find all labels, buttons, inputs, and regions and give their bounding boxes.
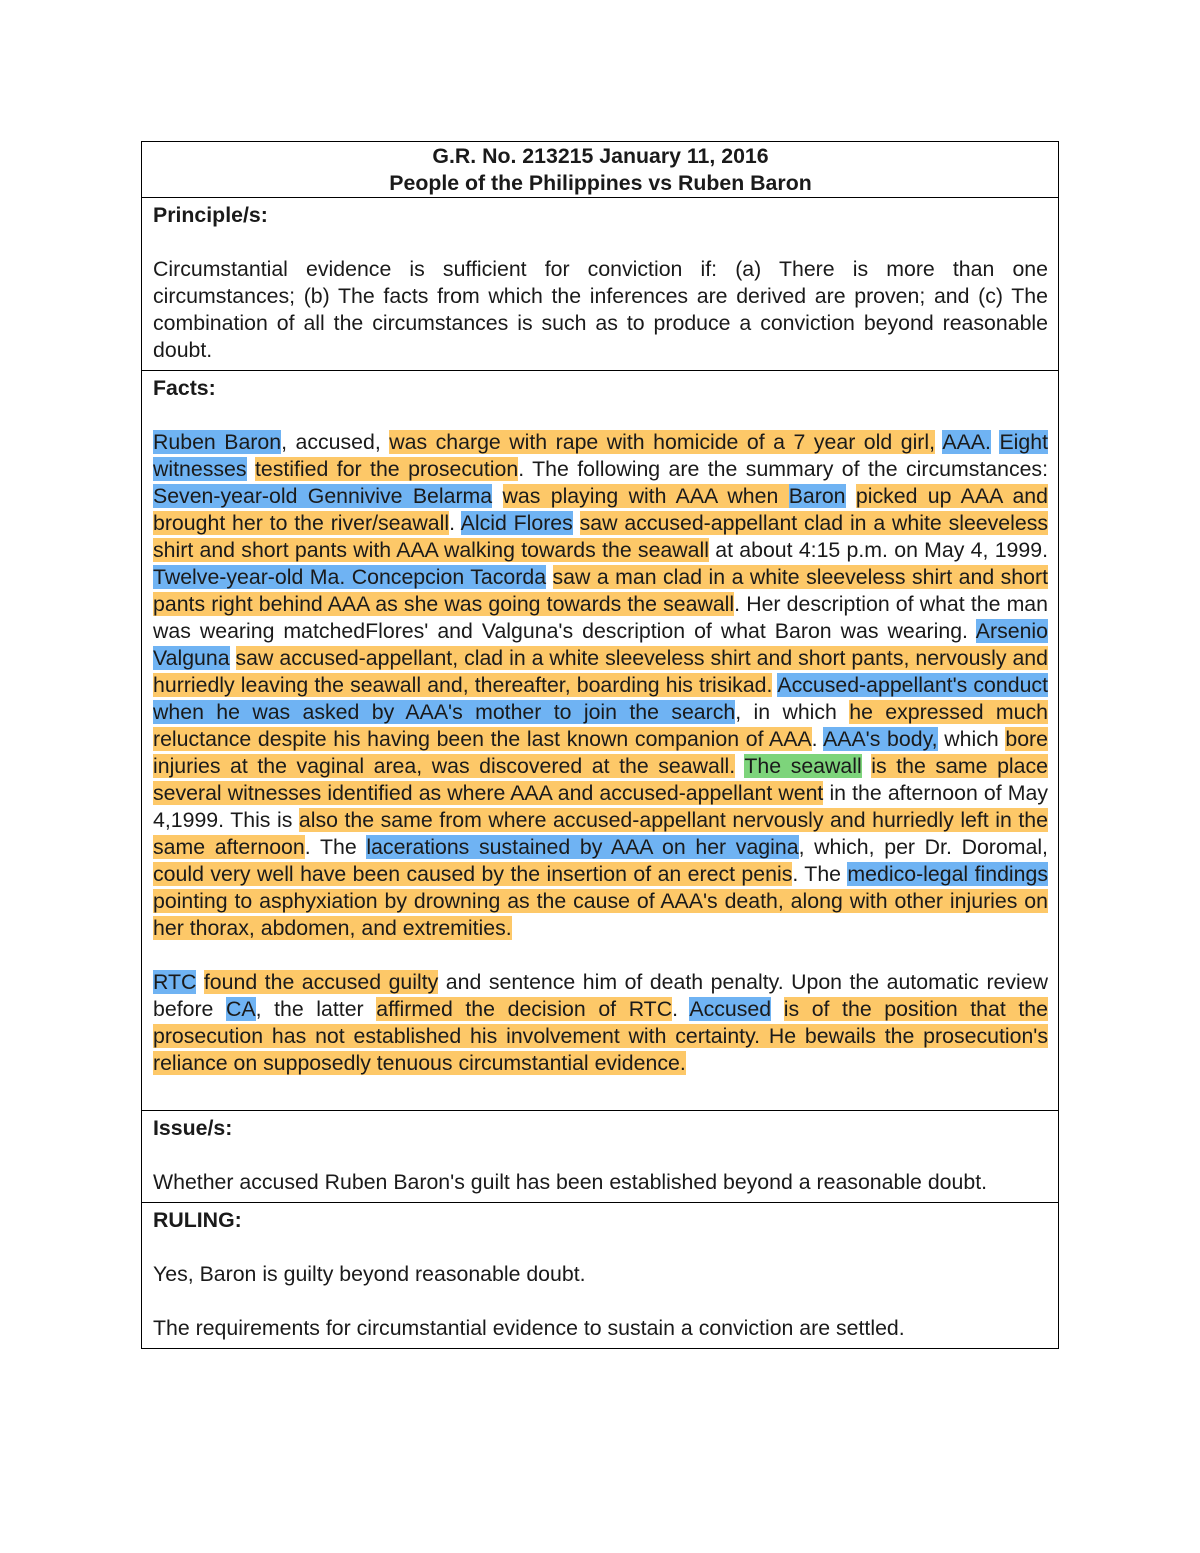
orange-highlight: is of the position that the prosecution has not established his involvement with certainty. He bewails the prosecution's reliance on supposedly tenuous circumstantial evidence. (153, 997, 1048, 1075)
plain-text: and sentence him of death penalty. Upon the automatic review before (153, 970, 1048, 1021)
orange-highlight: testified for the prosecution (254, 457, 519, 481)
blue-highlight: Twelve-year-old Ma. Concepcion Tacorda (153, 565, 547, 589)
orange-highlight: could very well have been caused by the insertion of an erect penis (153, 862, 793, 886)
blue-highlight: lacerations sustained by AAA on her vagina (366, 835, 799, 859)
case-digest-table (141, 141, 1059, 1349)
plain-text: which (937, 727, 1006, 751)
plain-text (862, 754, 872, 778)
plain-text: , the latter (255, 997, 377, 1021)
blue-highlight: RTC (153, 970, 197, 994)
plain-text: . (672, 997, 690, 1021)
ruling-heading: RULING: (153, 1208, 242, 1232)
orange-highlight: saw a man clad in a white sleeveless shirt and short pants right behind AAA as she was going towards the seawall (153, 565, 1048, 616)
plain-text (492, 484, 502, 508)
principles-text: Circumstantial evidence is sufficient for conviction if: (a) There is more than one circumstances; (b) The facts from which the inferences are derived are proven; and (c) The combination of all the circumstances is such as to produce a conviction beyond reasonable doubt. (153, 257, 1048, 362)
blue-highlight: Eight witnesses (153, 430, 1048, 481)
facts-paragraph-1 (153, 429, 1048, 942)
orange-highlight: saw accused-appellant, clad in a white sleeveless shirt and short pants, nervously and hurriedly leaving the seawall and, thereafter, boarding his trisikad. (153, 646, 1048, 697)
plain-text: , which, per Dr. Doromal, (798, 835, 1048, 859)
blue-highlight: Baron (788, 484, 846, 508)
ruling-row (142, 1203, 1059, 1349)
issues-heading: Issue/s: (153, 1116, 233, 1140)
ruling-answer: Yes, Baron is guilty beyond reasonable doubt. (153, 1262, 586, 1286)
plain-text (230, 646, 236, 670)
plain-text (196, 970, 204, 994)
issues-text: Whether accused Ruben Baron's guilt has been established beyond a reasonable doubt. (153, 1170, 988, 1194)
facts-cell (142, 371, 1059, 1111)
orange-highlight: was playing with AAA when (502, 484, 789, 508)
orange-highlight: affirmed the decision of RTC (376, 997, 673, 1021)
case-header-cell (142, 142, 1059, 198)
principles-heading: Principle/s: (153, 203, 268, 227)
facts-paragraph-2 (153, 969, 1048, 1077)
orange-highlight: pointing to asphyxiation by drowning as the cause of AAA's death, along with other injuries on her thorax, abdomen, and extremities. (153, 889, 1048, 940)
ruling-text: The requirements for circumstantial evidence to sustain a conviction are settled. (153, 1316, 905, 1340)
plain-text: , in which (735, 700, 850, 724)
blue-highlight: AAA. (942, 430, 991, 454)
issues-row (142, 1111, 1059, 1203)
plain-text: . The following are the summary of the circumstances: (518, 457, 1049, 481)
blue-highlight: CA (225, 997, 256, 1021)
header-row (142, 142, 1059, 198)
principles-row (142, 198, 1059, 371)
plain-text: . (449, 511, 461, 535)
blue-highlight: Ruben Baron (153, 430, 282, 454)
blue-highlight: Accused (689, 997, 772, 1021)
issues-cell (142, 1111, 1059, 1203)
ruling-cell (142, 1203, 1059, 1349)
facts-row (142, 371, 1059, 1111)
plain-text: . The (304, 835, 367, 859)
blue-highlight: Arsenio Valguna (153, 619, 1048, 670)
blue-highlight: Seven-year-old Gennivive Belarma (153, 484, 493, 508)
blue-highlight: medico-legal findings (847, 862, 1048, 886)
plain-text (771, 997, 784, 1021)
orange-highlight: also the same from where accused-appellant nervously and hurriedly left in the same afternoon (153, 808, 1048, 859)
case-number: G.R. No. 213215 January 11, 2016 (432, 144, 769, 168)
green-highlight: The seawall (744, 754, 862, 778)
orange-highlight: saw accused-appellant clad in a white sleeveless shirt and short pants with AAA walking towards the seawall (153, 511, 1049, 562)
blue-highlight: Accused-appellant's conduct when he was asked by AAA's mother to join the search (153, 673, 1049, 724)
plain-text (573, 511, 580, 535)
plain-text (546, 565, 552, 589)
plain-text: . The (792, 862, 848, 886)
orange-highlight: found the accused guilty (203, 970, 439, 994)
plain-text (846, 484, 856, 508)
orange-highlight: picked up AAA and brought her to the river/seawall (153, 484, 1048, 535)
orange-highlight: bore injuries at the vaginal area, was discovered at the seawall. (153, 727, 1048, 778)
plain-text: in the afternoon of May 4,1999. This is (153, 781, 1048, 832)
blue-highlight: Alcid Flores (460, 511, 573, 535)
plain-text: , accused, (281, 430, 390, 454)
facts-heading: Facts: (153, 376, 216, 400)
orange-highlight: he expressed much reluctance despite his having been the last known companion of AAA (153, 700, 1049, 751)
case-title: People of the Philippines vs Ruben Baron (389, 171, 812, 195)
orange-highlight: was charge with rape with homicide of a 7 year old girl, (389, 430, 936, 454)
plain-text: . (811, 727, 824, 751)
orange-highlight: is the same place several witnesses identified as where AAA and accused-appellant went (153, 754, 1048, 805)
principles-cell (142, 198, 1059, 371)
blue-highlight: AAA's body, (823, 727, 938, 751)
plain-text: . Her description of what the man was wearing matchedFlores' and Valguna's description of what Baron was wearing. (153, 592, 1048, 643)
plain-text (247, 457, 255, 481)
plain-text: at about 4:15 p.m. on May 4, 1999. (708, 538, 1048, 562)
